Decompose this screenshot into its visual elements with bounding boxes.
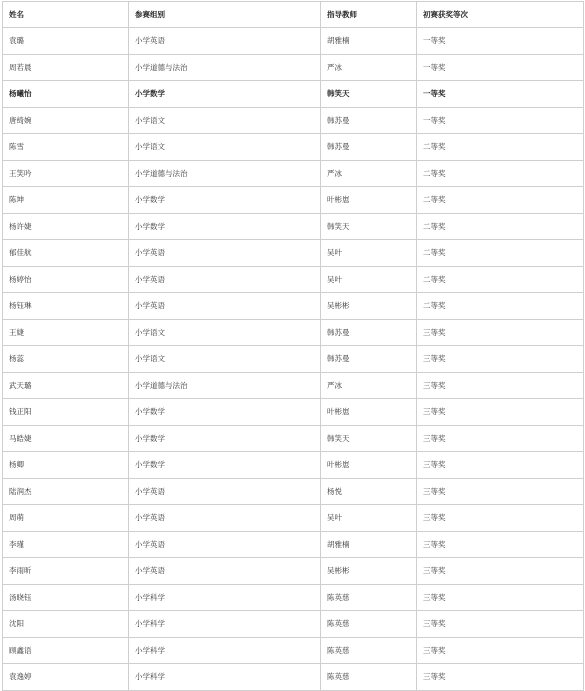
cell-name: 周若晨 — [3, 54, 129, 81]
cell-teacher: 胡雅楠 — [321, 531, 417, 558]
cell-award: 二等奖 — [417, 187, 584, 214]
cell-teacher: 韩苏曼 — [321, 134, 417, 161]
cell-award: 三等奖 — [417, 637, 584, 664]
cell-teacher: 韩笑天 — [321, 81, 417, 108]
cell-group: 小学数学 — [129, 213, 321, 240]
cell-award: 一等奖 — [417, 28, 584, 55]
cell-name: 袁逸婷 — [3, 664, 129, 691]
cell-name: 汤晓钰 — [3, 584, 129, 611]
cell-award: 一等奖 — [417, 81, 584, 108]
cell-group: 小学英语 — [129, 505, 321, 532]
cell-teacher: 陈英慈 — [321, 637, 417, 664]
cell-name: 杨蕊 — [3, 346, 129, 373]
cell-teacher: 陈英慈 — [321, 584, 417, 611]
cell-teacher: 吴叶 — [321, 240, 417, 267]
cell-award: 三等奖 — [417, 319, 584, 346]
table-row — [3, 611, 584, 638]
cell-teacher: 叶彬崽 — [321, 187, 417, 214]
table-row — [3, 452, 584, 479]
table-body — [3, 28, 584, 691]
cell-name: 杨钰琳 — [3, 293, 129, 320]
cell-name: 杨卿 — [3, 452, 129, 479]
cell-teacher: 陈英慈 — [321, 664, 417, 691]
table-row — [3, 81, 584, 108]
cell-group: 小学数学 — [129, 452, 321, 479]
cell-name: 郁佳航 — [3, 240, 129, 267]
cell-teacher: 叶彬崽 — [321, 399, 417, 426]
cell-name: 王笑吟 — [3, 160, 129, 187]
cell-group: 小学英语 — [129, 558, 321, 585]
cell-teacher: 韩笑天 — [321, 213, 417, 240]
cell-award: 三等奖 — [417, 584, 584, 611]
cell-group: 小学数学 — [129, 187, 321, 214]
cell-name: 唐绮婉 — [3, 107, 129, 134]
cell-name: 马皓婕 — [3, 425, 129, 452]
cell-name: 李瑾 — [3, 531, 129, 558]
cell-award: 二等奖 — [417, 293, 584, 320]
cell-group: 小学英语 — [129, 266, 321, 293]
cell-teacher: 韩笑天 — [321, 425, 417, 452]
table-row — [3, 134, 584, 161]
cell-group: 小学语文 — [129, 107, 321, 134]
cell-name: 杨婷怡 — [3, 266, 129, 293]
cell-award: 三等奖 — [417, 611, 584, 638]
cell-name: 杨曦怡 — [3, 81, 129, 108]
table-row — [3, 28, 584, 55]
cell-award: 一等奖 — [417, 107, 584, 134]
table-row — [3, 372, 584, 399]
cell-award: 二等奖 — [417, 160, 584, 187]
cell-award: 三等奖 — [417, 346, 584, 373]
header-teacher: 指导教师 — [321, 2, 417, 28]
cell-group: 小学道德与法治 — [129, 54, 321, 81]
table-row — [3, 187, 584, 214]
cell-award: 三等奖 — [417, 558, 584, 585]
cell-teacher: 严冰 — [321, 160, 417, 187]
cell-name: 武天璐 — [3, 372, 129, 399]
table-row — [3, 160, 584, 187]
cell-group: 小学科学 — [129, 664, 321, 691]
cell-teacher: 韩苏曼 — [321, 346, 417, 373]
cell-teacher: 胡雅楠 — [321, 28, 417, 55]
header-group: 参赛组别 — [129, 2, 321, 28]
cell-award: 三等奖 — [417, 505, 584, 532]
cell-award: 二等奖 — [417, 240, 584, 267]
cell-name: 顾鑫语 — [3, 637, 129, 664]
table-row — [3, 399, 584, 426]
cell-award: 三等奖 — [417, 452, 584, 479]
table-row — [3, 531, 584, 558]
cell-award: 二等奖 — [417, 213, 584, 240]
table-row — [3, 478, 584, 505]
table-row — [3, 213, 584, 240]
table-row — [3, 240, 584, 267]
cell-name: 李雨昕 — [3, 558, 129, 585]
cell-teacher: 韩苏曼 — [321, 107, 417, 134]
cell-name: 周萌 — [3, 505, 129, 532]
cell-teacher: 吴叶 — [321, 266, 417, 293]
cell-name: 陈雪 — [3, 134, 129, 161]
table-row — [3, 266, 584, 293]
cell-group: 小学道德与法治 — [129, 160, 321, 187]
table-row — [3, 319, 584, 346]
cell-teacher: 叶彬崽 — [321, 452, 417, 479]
cell-teacher: 严冰 — [321, 54, 417, 81]
cell-group: 小学数学 — [129, 425, 321, 452]
cell-name: 陆润杰 — [3, 478, 129, 505]
cell-teacher: 严冰 — [321, 372, 417, 399]
cell-teacher: 吴彬彬 — [321, 558, 417, 585]
cell-group: 小学语文 — [129, 134, 321, 161]
cell-award: 三等奖 — [417, 531, 584, 558]
cell-name: 王婕 — [3, 319, 129, 346]
table-row — [3, 558, 584, 585]
cell-teacher: 韩苏曼 — [321, 319, 417, 346]
cell-award: 三等奖 — [417, 478, 584, 505]
cell-group: 小学科学 — [129, 637, 321, 664]
cell-name: 钱正阳 — [3, 399, 129, 426]
cell-award: 一等奖 — [417, 54, 584, 81]
cell-group: 小学道德与法治 — [129, 372, 321, 399]
table-header-row — [3, 2, 584, 28]
table-row — [3, 107, 584, 134]
table-row — [3, 664, 584, 691]
cell-group: 小学英语 — [129, 240, 321, 267]
cell-award: 二等奖 — [417, 266, 584, 293]
cell-group: 小学语文 — [129, 319, 321, 346]
cell-name: 袁璐 — [3, 28, 129, 55]
table-row — [3, 54, 584, 81]
header-name: 姓名 — [3, 2, 129, 28]
cell-teacher: 吴彬彬 — [321, 293, 417, 320]
table-row — [3, 584, 584, 611]
cell-award: 三等奖 — [417, 425, 584, 452]
cell-name: 沈阳 — [3, 611, 129, 638]
header-award: 初赛获奖等次 — [417, 2, 584, 28]
table-row — [3, 425, 584, 452]
cell-name: 杨许婕 — [3, 213, 129, 240]
cell-group: 小学科学 — [129, 611, 321, 638]
table-row — [3, 637, 584, 664]
cell-teacher: 陈英慈 — [321, 611, 417, 638]
award-table-container — [2, 1, 583, 691]
cell-award: 三等奖 — [417, 372, 584, 399]
table-row — [3, 505, 584, 532]
cell-award: 三等奖 — [417, 664, 584, 691]
cell-name: 陈坤 — [3, 187, 129, 214]
cell-group: 小学英语 — [129, 478, 321, 505]
cell-award: 三等奖 — [417, 399, 584, 426]
cell-group: 小学英语 — [129, 531, 321, 558]
cell-group: 小学英语 — [129, 293, 321, 320]
cell-teacher: 杨悦 — [321, 478, 417, 505]
award-table — [2, 1, 584, 691]
cell-group: 小学数学 — [129, 81, 321, 108]
cell-group: 小学语文 — [129, 346, 321, 373]
cell-group: 小学科学 — [129, 584, 321, 611]
table-row — [3, 293, 584, 320]
cell-group: 小学数学 — [129, 399, 321, 426]
cell-award: 二等奖 — [417, 134, 584, 161]
cell-group: 小学英语 — [129, 28, 321, 55]
cell-teacher: 吴叶 — [321, 505, 417, 532]
table-row — [3, 346, 584, 373]
